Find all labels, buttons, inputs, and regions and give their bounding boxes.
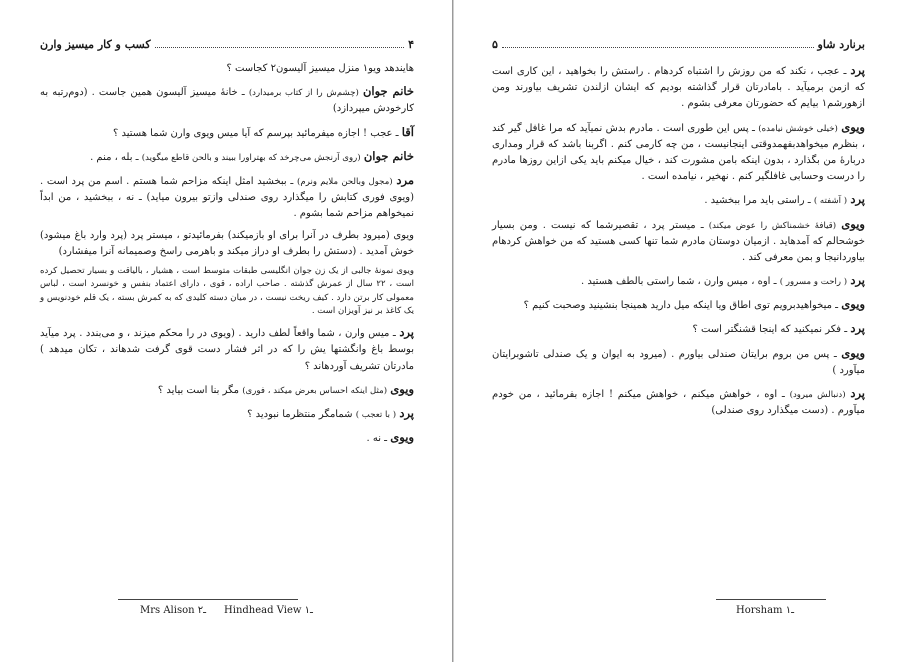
footnote: Mrs Alison ـ۲ — [140, 605, 207, 616]
speaker-name: پرد — [850, 192, 865, 207]
dialogue-paragraph — [40, 380, 414, 399]
stage-direction: ( راحت و مسرور ) — [779, 277, 848, 288]
left-page-body — [40, 61, 414, 447]
dialogue-paragraph — [492, 344, 865, 379]
footnote-rule — [118, 599, 298, 600]
left-page-header — [40, 38, 414, 51]
speaker-name: مرد — [396, 172, 414, 187]
left-page — [0, 0, 453, 662]
dialogue-text: ـ اوه ، خواهش میکنم ، خواهش میکنم ! اجازه بفرمائید ، من خودم میآورم . (دست میگذارد روی صندلی) — [492, 389, 865, 417]
speaker-name: پرد — [850, 321, 865, 336]
dialogue-text: ـ بله ، منم . — [90, 151, 139, 163]
speaker-name: آقا — [401, 124, 414, 139]
speaker-name: پرد — [399, 405, 414, 420]
dialogue-paragraph — [492, 319, 865, 338]
stage-direction: (مثل اینکه احساس بعرض میکند ، فوری) — [242, 385, 388, 396]
dialogue-text: ـ خانهٔ میسیز آلیسون همین جاست . (دوم‌رتبه به کارخودش میپردازد) — [40, 87, 414, 115]
speaker-name: پرد — [850, 273, 865, 288]
speaker-name: پرد — [850, 63, 865, 77]
speaker-name: ویوی — [841, 345, 865, 360]
right-page-header — [492, 38, 865, 51]
dialogue-text: ـ میخواهیدبرویم توی اطاق ویا اینکه میل دارید همینجا بنشینید وصحبت کنیم ؟ — [523, 300, 839, 312]
stage-direction: (قیافهٔ خشمناکش را عوض میکند) — [708, 220, 837, 231]
dialogue-text: ـ راستی باید مرا ببخشید . — [704, 195, 811, 207]
dialogue-paragraph — [492, 61, 865, 113]
right-page-number: ۵ — [492, 38, 498, 51]
dialogue-text: ـ پس این طوری است . مادرم بدش نمیآید که مرا غافل گیر کند ، بنظرم میخواهدبفهمدوقتی اینجانیست ، من چه کارمی کنم . اگربنا باشد که قرار ومداری دربارهٔ من بگذارد ، بدون اینکه بامن مشورت کند ، خیال میکنم باید یکی ازاین روزها مادرم را درست وحسابی غافلگیر کنم . نهخیر ، نیامده است . — [492, 122, 865, 183]
left-page-number: ۴ — [408, 38, 414, 51]
footnote: Hindhead View ـ۱ — [224, 605, 313, 616]
dialogue-text: ویوی نمونهٔ جالبی از یک زن جوان انگلیسی طبقات متوسط است ، هشیار ، بالیاقت و بسیار تحصیل کرده است ، ۲۲ سال از عمرش گذشته . صاحب اراده ، قوی ، دارای اعتماد بنفس و خونسرد است ، لباس معمولی کار برتن دارد . کیف ریخت نیست ، در میان دسته کلیدی که به کمرش بسته ، یک قلم خودنویس و یک کاغذ بر نیز آویزان است . — [40, 265, 415, 316]
left-running-title: کسب و کار میسیز وارن — [40, 38, 151, 51]
right-running-title: برنارد شاو — [817, 38, 865, 51]
stage-direction: (دنبالش میرود) — [789, 390, 846, 400]
right-page — [454, 0, 907, 662]
dialogue-text: ـ میس وارن ، شما واقعاً لطف دارید . (ویوی در را محکم میزند ، و می‌بندد . پرد میآید بوسط باغ وانگشتها یش را که در اثر فشار دست قوی گرفت شدهاند ، تکان میدهد ) مادرتان تشریف آوردهاند ؟ — [40, 328, 414, 372]
dialogue-text: ـ عجب ، نکند که من روزش را اشتباه کردهام . راستش را بخواهید ، این کاری است که ازمن برمیآید . بامادرتان قرار گذاشته بودیم که ایشان ازلندن تشریف بیاورند ومن ازهورشم۱ بیایم که حضورتان معرفی بشوم . — [492, 66, 865, 110]
dialogue-paragraph — [492, 118, 865, 186]
dialogue-text: ـ فکر نمیکنید که اینجا قشنگتر است ؟ — [692, 324, 848, 336]
dialogue-text: هایندهد ویو۱ منزل میسیز آلیسون۲ کجاست ؟ — [226, 63, 414, 74]
dialogue-paragraph — [492, 190, 865, 209]
dialogue-text: ویوی (میرود بطرف در آنرا برای او بازمیکند) بفرمائیدتو ، میستر پرد (پرد وارد باغ میشود) خوش آمدید . (دستش را بطرف او دراز میکند و باهرمی راسخ وصمیمانه آنرا میفشارد) — [40, 229, 414, 257]
dialogue-paragraph — [40, 265, 414, 318]
speaker-name: ویوی — [841, 297, 865, 312]
dialogue-paragraph — [492, 215, 865, 267]
right-footnotes — [736, 605, 812, 616]
dialogue-paragraph — [40, 171, 414, 223]
dialogue-paragraph — [492, 271, 865, 290]
speaker-name: ویوی — [841, 119, 865, 134]
dialogue-paragraph — [492, 295, 865, 314]
dialogue-text: ـ عجب ! اجازه میفرمائید بپرسم که آیا میس ویوی وارن شما هستید ؟ — [113, 127, 399, 139]
stage-direction: ( آشفته ) — [813, 196, 848, 207]
footnote: Horsham ـ۱ — [736, 605, 795, 616]
speaker-name: ویوی — [390, 430, 414, 445]
speaker-name: پرد — [399, 325, 414, 340]
speaker-name: خانم جوان — [363, 148, 414, 163]
stage-direction: (چشم‌ش را از کتاب برمیدارد) — [248, 88, 359, 99]
dialogue-text: شمامگر منتظرما نبودید ؟ — [247, 408, 353, 420]
speaker-name: ویوی — [841, 216, 865, 231]
dialogue-text: ـ پس من بروم برایتان صندلی بیاورم . (میرود به ایوان و یک صندلی تاشوبرایتان میآورد ) — [492, 348, 865, 376]
stage-direction: ( با تعجب ) — [355, 409, 397, 420]
dialogue-text: ـ ببخشید امثل اینکه مزاحم شما هستم . اسم من پرد است . (ویوی فوری کتابش را میگذارد روی صندلی وازتو بیرون میاید) ـ نه ، ببخشید ، من ابداً نمیخواهم مزاحم شما بشوم . — [40, 175, 414, 220]
speaker-name: پرد — [850, 386, 865, 400]
speaker-name: خانم جوان — [362, 84, 415, 99]
dialogue-text: ـ میستر پرد ، تقصیرشما که نیست . ومن بسیار خوشحالم که آمدهاید . ازمیان دوستان مادرم شما تنها کسی هستید که من خواهش کردهام بیاوردانیجا و بمن معرفی کند . — [492, 219, 865, 263]
stage-direction: (خیلی خوشش نیامده) — [758, 123, 838, 134]
stage-direction: (مجول وبالحن ملایم ونرم) — [297, 176, 393, 187]
dialogue-paragraph — [492, 384, 865, 419]
dialogue-paragraph — [40, 323, 414, 375]
dialogue-paragraph — [40, 123, 414, 142]
dialogue-text: ـ نه . — [366, 433, 388, 445]
speaker-name: ویوی — [390, 381, 414, 396]
dialogue-text: ـ اوه ، میس وارن ، شما راستی بالطف هستید . — [581, 276, 777, 288]
right-page-body — [492, 61, 865, 419]
dialogue-paragraph — [40, 404, 414, 423]
header-dot-leader — [155, 46, 405, 48]
footnote-rule — [716, 599, 826, 600]
dialogue-paragraph — [40, 61, 414, 77]
dialogue-paragraph — [40, 82, 414, 117]
left-footnotes — [140, 605, 331, 616]
dialogue-paragraph — [40, 228, 414, 260]
header-dot-leader — [502, 46, 814, 48]
dialogue-paragraph — [40, 147, 414, 166]
dialogue-text: مگر بنا است بیاید ؟ — [157, 384, 239, 396]
dialogue-paragraph — [40, 428, 414, 447]
stage-direction: (روی آرنجش می‌چرخد که بهتراورا ببیند و بالحن قاطع میگوید) — [141, 152, 361, 163]
